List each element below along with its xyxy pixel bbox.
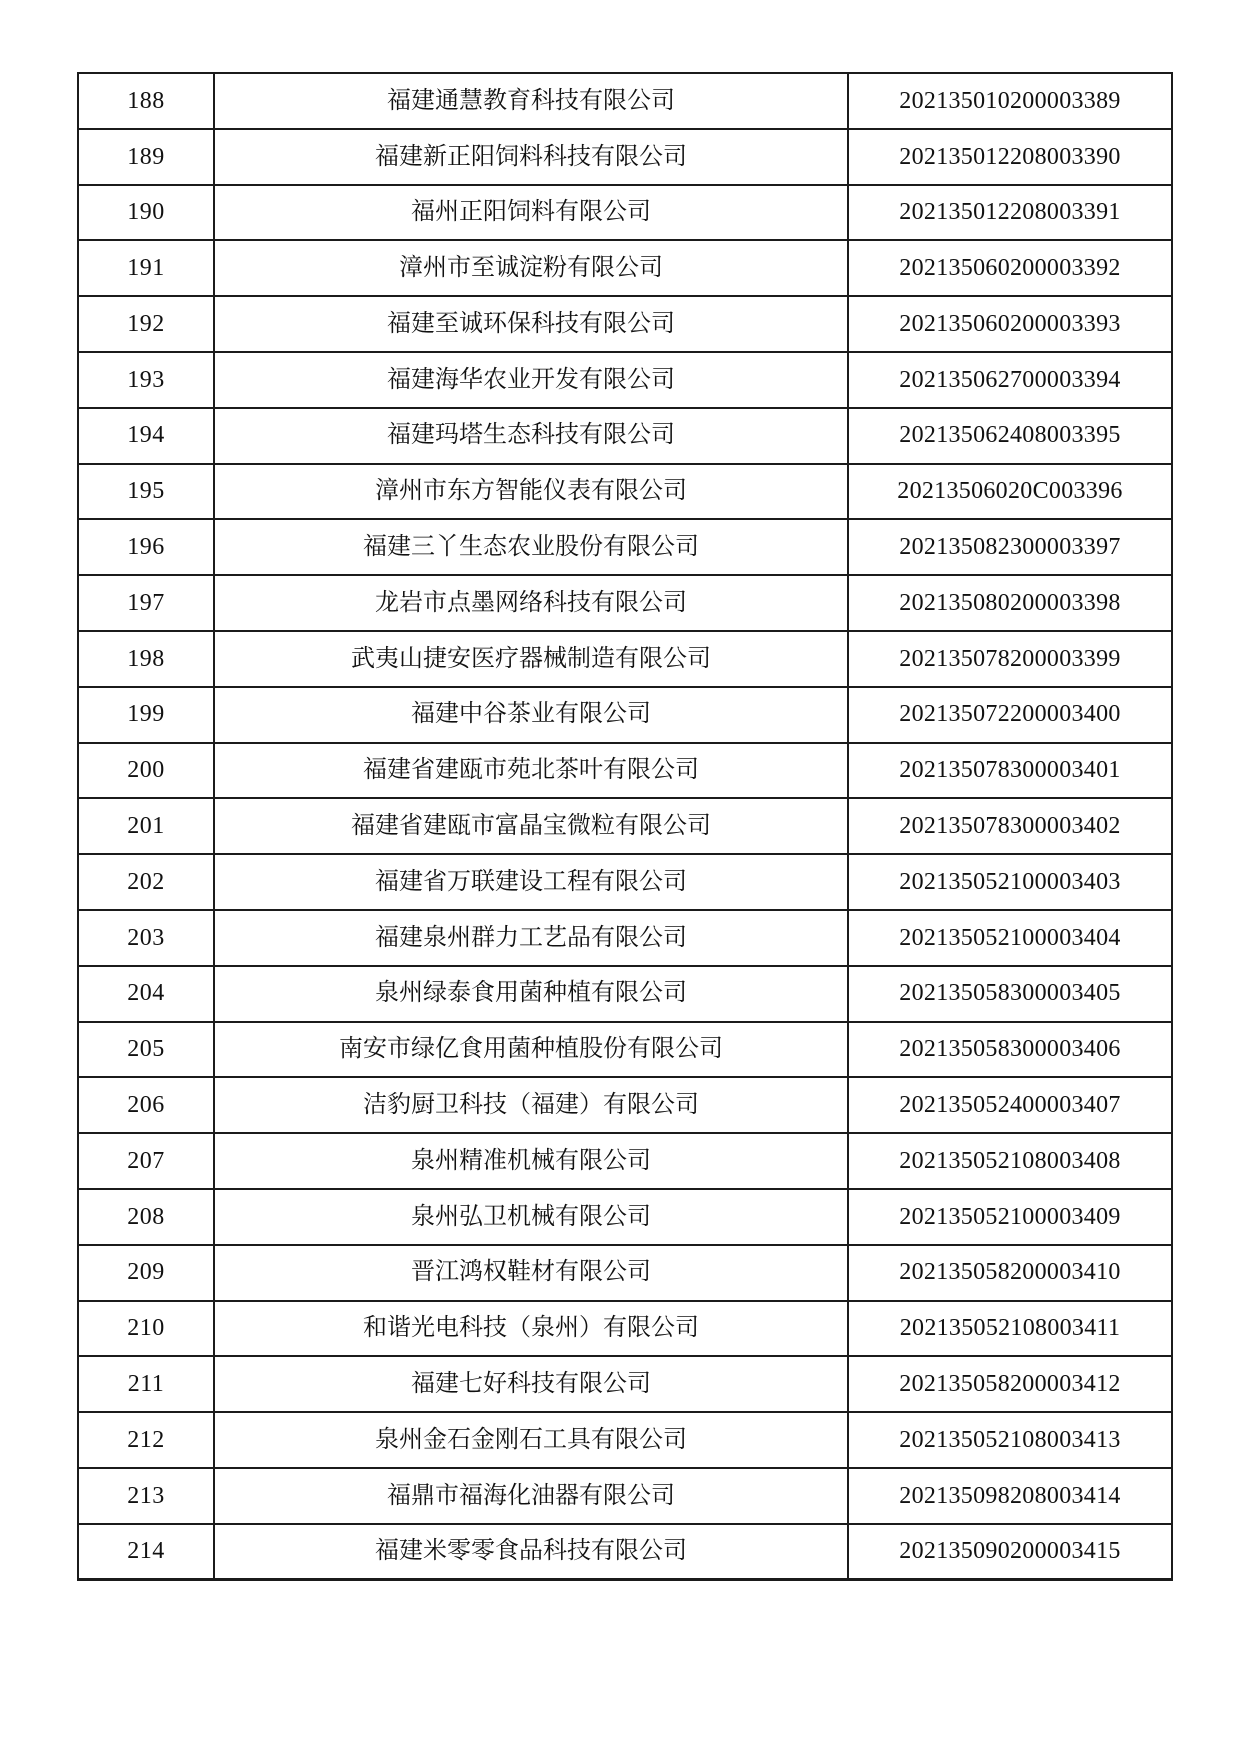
row-index-cell: 196 — [78, 519, 214, 575]
table-row — [78, 910, 1172, 966]
registration-number-cell: 202135060200003392 — [848, 240, 1172, 296]
row-index-cell: 205 — [78, 1022, 214, 1078]
company-name-cell: 福建省建瓯市富晶宝微粒有限公司 — [214, 798, 848, 854]
table-row — [78, 1524, 1172, 1580]
registration-number-cell: 202135078200003399 — [848, 631, 1172, 687]
row-index-cell: 201 — [78, 798, 214, 854]
registration-number-cell: 202135052108003413 — [848, 1412, 1172, 1468]
table-row — [78, 1301, 1172, 1357]
table-row — [78, 1077, 1172, 1133]
table-row — [78, 1022, 1172, 1078]
registration-number-cell: 202135072200003400 — [848, 687, 1172, 743]
registration-number-cell: 202135058300003405 — [848, 966, 1172, 1022]
registration-number-cell: 202135052108003411 — [848, 1301, 1172, 1357]
registration-number-cell: 202135052400003407 — [848, 1077, 1172, 1133]
company-name-cell: 和谐光电科技（泉州）有限公司 — [214, 1301, 848, 1357]
company-name-cell: 漳州市东方智能仪表有限公司 — [214, 464, 848, 520]
row-index-cell: 203 — [78, 910, 214, 966]
company-name-cell: 福建玛塔生态科技有限公司 — [214, 408, 848, 464]
table-row — [78, 575, 1172, 631]
row-index-cell: 198 — [78, 631, 214, 687]
table-row — [78, 1468, 1172, 1524]
table-row — [78, 352, 1172, 408]
company-name-cell: 福建中谷茶业有限公司 — [214, 687, 848, 743]
table-row — [78, 296, 1172, 352]
registration-number-cell: 202135052100003409 — [848, 1189, 1172, 1245]
table-row — [78, 798, 1172, 854]
company-name-cell: 福建海华农业开发有限公司 — [214, 352, 848, 408]
registration-number-cell: 202135062408003395 — [848, 408, 1172, 464]
table-row — [78, 1356, 1172, 1412]
company-registry-table-body — [78, 73, 1172, 1580]
company-name-cell: 泉州绿泰食用菌种植有限公司 — [214, 966, 848, 1022]
registration-number-cell: 202135058200003410 — [848, 1245, 1172, 1301]
table-row — [78, 631, 1172, 687]
company-name-cell: 福州正阳饲料有限公司 — [214, 185, 848, 241]
table-row — [78, 519, 1172, 575]
company-name-cell: 福建省万联建设工程有限公司 — [214, 854, 848, 910]
table-row — [78, 1412, 1172, 1468]
company-name-cell: 南安市绿亿食用菌种植股份有限公司 — [214, 1022, 848, 1078]
row-index-cell: 202 — [78, 854, 214, 910]
company-name-cell: 晋江鸿权鞋材有限公司 — [214, 1245, 848, 1301]
row-index-cell: 206 — [78, 1077, 214, 1133]
table-row — [78, 408, 1172, 464]
registration-number-cell: 202135012208003391 — [848, 185, 1172, 241]
registration-number-cell: 202135010200003389 — [848, 73, 1172, 129]
registration-number-cell: 202135052100003404 — [848, 910, 1172, 966]
row-index-cell: 200 — [78, 743, 214, 799]
row-index-cell: 209 — [78, 1245, 214, 1301]
row-index-cell: 207 — [78, 1133, 214, 1189]
company-name-cell: 福建泉州群力工艺品有限公司 — [214, 910, 848, 966]
row-index-cell: 193 — [78, 352, 214, 408]
row-index-cell: 199 — [78, 687, 214, 743]
company-name-cell: 福建至诚环保科技有限公司 — [214, 296, 848, 352]
registration-number-cell: 202135058300003406 — [848, 1022, 1172, 1078]
company-name-cell: 泉州金石金刚石工具有限公司 — [214, 1412, 848, 1468]
table-row — [78, 966, 1172, 1022]
row-index-cell: 212 — [78, 1412, 214, 1468]
row-index-cell: 213 — [78, 1468, 214, 1524]
table-row — [78, 1245, 1172, 1301]
registration-number-cell: 202135090200003415 — [848, 1524, 1172, 1580]
row-index-cell: 191 — [78, 240, 214, 296]
row-index-cell: 195 — [78, 464, 214, 520]
registration-number-cell: 202135052100003403 — [848, 854, 1172, 910]
row-index-cell: 210 — [78, 1301, 214, 1357]
table-row — [78, 687, 1172, 743]
table-row — [78, 129, 1172, 185]
company-name-cell: 福建通慧教育科技有限公司 — [214, 73, 848, 129]
registration-number-cell: 202135012208003390 — [848, 129, 1172, 185]
table-row — [78, 464, 1172, 520]
table-row — [78, 743, 1172, 799]
registration-number-cell: 202135058200003412 — [848, 1356, 1172, 1412]
company-name-cell: 福建七好科技有限公司 — [214, 1356, 848, 1412]
registration-number-cell: 202135062700003394 — [848, 352, 1172, 408]
row-index-cell: 208 — [78, 1189, 214, 1245]
table-row — [78, 854, 1172, 910]
company-registry-table — [77, 72, 1173, 1581]
registration-number-cell: 20213506020C003396 — [848, 464, 1172, 520]
table-row — [78, 185, 1172, 241]
company-name-cell: 泉州精准机械有限公司 — [214, 1133, 848, 1189]
registration-number-cell: 202135052108003408 — [848, 1133, 1172, 1189]
company-name-cell: 福建米零零食品科技有限公司 — [214, 1524, 848, 1580]
table-row — [78, 1133, 1172, 1189]
company-name-cell: 龙岩市点墨网络科技有限公司 — [214, 575, 848, 631]
company-name-cell: 泉州弘卫机械有限公司 — [214, 1189, 848, 1245]
row-index-cell: 194 — [78, 408, 214, 464]
company-name-cell: 福鼎市福海化油器有限公司 — [214, 1468, 848, 1524]
row-index-cell: 189 — [78, 129, 214, 185]
registration-number-cell: 202135078300003402 — [848, 798, 1172, 854]
row-index-cell: 211 — [78, 1356, 214, 1412]
table-row — [78, 73, 1172, 129]
registration-number-cell: 202135078300003401 — [848, 743, 1172, 799]
row-index-cell: 190 — [78, 185, 214, 241]
table-row — [78, 1189, 1172, 1245]
row-index-cell: 192 — [78, 296, 214, 352]
row-index-cell: 204 — [78, 966, 214, 1022]
registration-number-cell: 202135080200003398 — [848, 575, 1172, 631]
company-name-cell: 漳州市至诚淀粉有限公司 — [214, 240, 848, 296]
company-name-cell: 武夷山捷安医疗器械制造有限公司 — [214, 631, 848, 687]
row-index-cell: 197 — [78, 575, 214, 631]
company-name-cell: 福建新正阳饲料科技有限公司 — [214, 129, 848, 185]
registration-number-cell: 202135098208003414 — [848, 1468, 1172, 1524]
registration-number-cell: 202135082300003397 — [848, 519, 1172, 575]
row-index-cell: 214 — [78, 1524, 214, 1580]
company-name-cell: 福建省建瓯市苑北茶叶有限公司 — [214, 743, 848, 799]
table-row — [78, 240, 1172, 296]
company-name-cell: 福建三丫生态农业股份有限公司 — [214, 519, 848, 575]
company-name-cell: 洁豹厨卫科技（福建）有限公司 — [214, 1077, 848, 1133]
registration-number-cell: 202135060200003393 — [848, 296, 1172, 352]
row-index-cell: 188 — [78, 73, 214, 129]
